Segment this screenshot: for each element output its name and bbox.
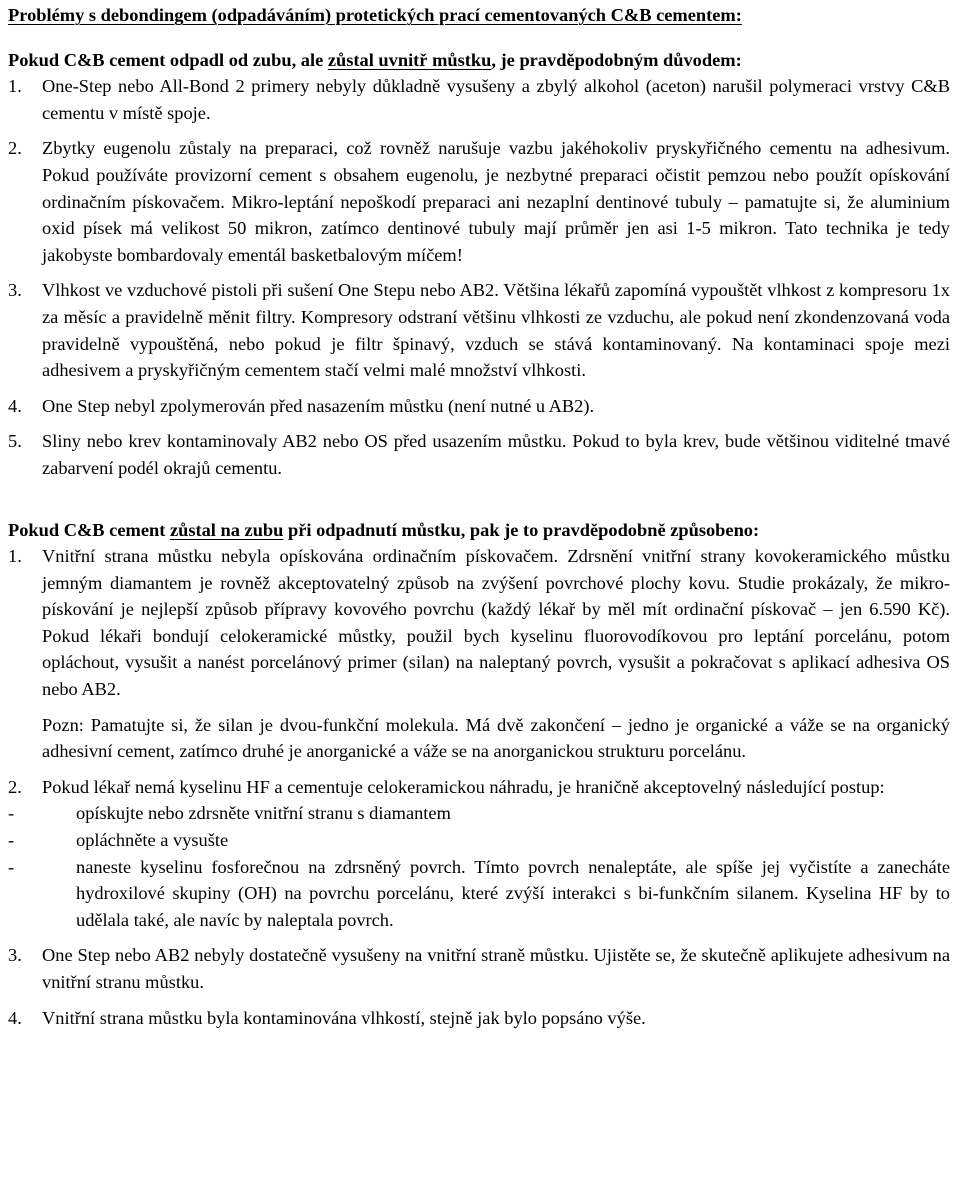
section2-heading-post: při odpadnutí můstku, pak je to pravděpodobně způsobeno: [283, 519, 760, 540]
item-number: 2. [8, 138, 22, 159]
procedure-step [8, 854, 950, 934]
item-number: 5. [8, 431, 22, 452]
procedure-steps [8, 800, 950, 933]
item-number: 1. [8, 76, 22, 97]
item-text: One Step nebyl zpolymerován před nasazením můstku (není nutné u AB2). [42, 395, 595, 416]
section2-item-3 [8, 942, 950, 995]
dash-bullet: - [8, 803, 15, 824]
step-text: opláchněte a vysušte [76, 830, 229, 851]
step-text: naneste kyselinu fosforečnou na zdrsněný povrch. Tímto povrch nenaleptáte, ale spíše jej vyčistíte a zanecháte hydroxilové skupiny (OH) na povrchu porcelánu, které zvýší interakci s bi-funkčním silanem. Kyselina HF by to udělala také, ale navíc by naleptala povrch. [76, 856, 950, 930]
section1-item-3 [8, 277, 950, 383]
section1-item-1 [8, 73, 950, 126]
section2-heading [8, 517, 950, 544]
step-text: opískujte nebo zdrsněte vnitřní stranu s diamantem [76, 803, 451, 824]
section1-item-4 [8, 393, 950, 420]
section1-heading [8, 47, 950, 74]
item-text: Sliny nebo krev kontaminovaly AB2 nebo OS před usazením můstku. Pokud to byla krev, bude většinou viditelné tmavé zabarvení podél okrajů cementu. [42, 431, 950, 478]
section1-item-2 [8, 135, 950, 268]
section1-heading-underline: zůstal uvnitř můstku [327, 49, 492, 70]
item-number: 3. [8, 945, 22, 966]
document-title: Problémy s debondingem (odpadáváním) protetických prací cementovaných C&B cementem: [8, 5, 742, 25]
item-text: Vnitřní strana můstku nebyla opískována ordinačním pískovačem. Zdrsnění vnitřní strany kovokeramického můstku jemným diamantem je rovněž akceptovatelný způsob na zvýšení povrchové plochy kovu. Studie prokázaly, že mikro-pískování je nejlepší způsob přípravy kovového povrchu (každý lékař by měl mít ordinační pískovač – jen 6.590 Kč). Pokud lékaři bondují celokeramické můstky, použil bych kyselinu fluorovodíkovou pro leptání porcelánu, potom opláchout, vysušit a nanést porcelánový primer (silan) na naleptaný povrch, vysušit a pokračovat s aplikací adhesiva OS nebo AB2. [42, 546, 950, 700]
silane-note: Pozn: Pamatujte si, že silan je dvou-funkční molekula. Má dvě zakončení – jedno je organické a váže se na organický adhesivní cement, zatímco druhé je anorganické a váže se na anorganickou strukturu porcelánu. [42, 714, 950, 762]
item-text: Zbytky eugenolu zůstaly na preparaci, což rovněž narušuje vazbu jakéhokoliv pryskyřičného cementu na adhesivum. Pokud používáte provizorní cement s obsahem eugenolu, je nezbytné preparaci očistit pemzou nebo použít opískování ordinačním pískovačem. Mikro-leptání nepoškodí preparaci ani nezaplní dentinové tubuly – pamatujte si, že aluminium oxid písek má velikost 50 mikron, zatímco dentinové tubuly mají průměr jen asi 1-5 mikron. Tato technika je tedy jakobyste bombardovaly ementál basketbalovým míčem! [42, 138, 950, 265]
dash-bullet: - [8, 856, 15, 877]
section2-item-1 [8, 543, 950, 703]
section1-item-5 [8, 428, 950, 481]
item-text: Pokud lékař nemá kyselinu HF a cementuje celokeramickou náhradu, je hraničně akceptovelný následující postup: [42, 776, 885, 797]
item-text: One Step nebo AB2 nebyly dostatečně vysušeny na vnitřní straně můstku. Ujistěte se, že skutečně aplikujete adhesivum na vnitřní stranu můstku. [42, 945, 950, 992]
item-number: 1. [8, 546, 22, 567]
section1-heading-pre: Pokud C&B cement odpadl od zubu, ale [8, 49, 328, 70]
section2-heading-underline: zůstal na zubu [169, 519, 284, 540]
section2-item-4 [8, 1005, 950, 1032]
item-text: One-Step nebo All-Bond 2 primery nebyly důkladně vysušeny a zbylý alkohol (aceton) narušil polymeraci vrstvy C&B cementu v místě spoje. [42, 76, 950, 123]
item-number: 4. [8, 1007, 22, 1028]
item-text: Vlhkost ve vzduchové pistoli při sušení One Stepu nebo AB2. Většina lékařů zapomíná vypouštět vlhkost z kompresoru 1x za měsíc a pravidelně měnit filtry. Kompresory odstraní většinu vlhkosti ze vzduchu, ale pokud není zkondenzovaná voda pravidelně vypouštěná, nebo pokud je filtr špinavý, vzduch se stává kontaminovaný. Na kontaminaci spoje mezi adhesivem a pryskyřičným cementem stačí velmi malé množství vlhkosti. [42, 280, 950, 381]
item-number: 4. [8, 395, 22, 416]
procedure-step [8, 800, 950, 827]
item-number: 2. [8, 776, 22, 797]
item-text: Vnitřní strana můstku byla kontaminována vlhkostí, stejně jak bylo popsáno výše. [42, 1007, 646, 1028]
procedure-step [8, 827, 950, 854]
section-spacer [8, 491, 950, 517]
section1-heading-post: , je pravděpodobným důvodem: [491, 49, 742, 70]
dash-bullet: - [8, 830, 15, 851]
section2-item-2 [8, 774, 950, 934]
section2-heading-pre: Pokud C&B cement [8, 519, 170, 540]
item-number: 3. [8, 280, 22, 301]
